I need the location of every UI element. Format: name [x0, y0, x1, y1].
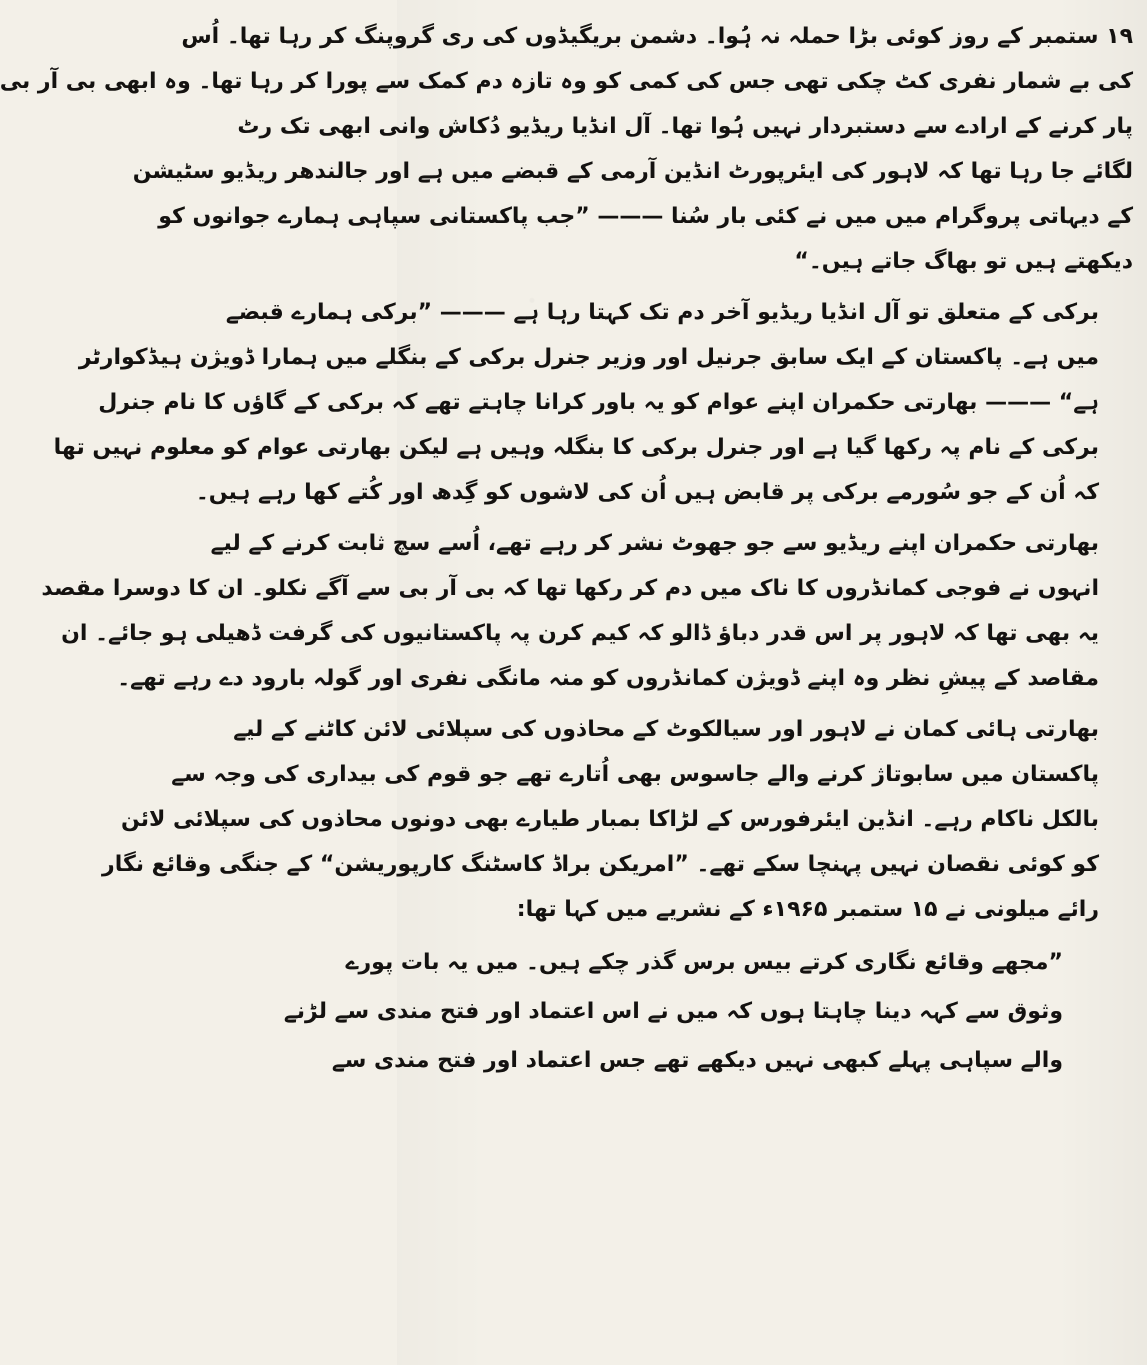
quoted-passage — [283, 938, 1133, 1085]
text-line: بھارتی ہائی کمان نے لاہور اور سیالکوٹ کے محاذوں کی سپلائی لائن کاٹنے کے لیے — [233, 717, 1099, 742]
text-line: کو کوئی نقصان نہیں پہنچا سکے تھے۔ ”امریکن براڈ کاسٹنگ کارپوریشن“ کے جنگی وقائع نگار — [102, 852, 1099, 877]
text-line: کی بے شمار نفری کٹ چکی تھی جس کی کمی کو وہ تازہ دم کمک سے پورا کر رہا تھا۔ وہ ابھی بی آر بی — [0, 69, 1133, 94]
quote-line: ”مجھے وقائع نگاری کرتے بیس برس گذر چکے ہیں۔ میں یہ بات پورے — [345, 950, 1063, 975]
text-line: ہے“ ——— بھارتی حکمران اپنے عوام کو یہ باور کرانا چاہتے تھے کہ برکی کے گاؤں کا نام جنرل — [98, 390, 1099, 415]
text-line: دیکھتے ہیں تو بھاگ جاتے ہیں۔“ — [794, 249, 1133, 274]
text-line: برکی کے متعلق تو آل انڈیا ریڈیو آخر دم تک کہتا رہا ہے ——— ”برکی ہمارے قبضے — [225, 300, 1099, 325]
text-line: کہ اُن کے جو سُورمے برکی پر قابض ہیں اُن کی لاشوں کو گِدھ اور کُتے کھا رہے ہیں۔ — [195, 480, 1099, 505]
text-line: لگائے جا رہا تھا کہ لاہور کی ایئرپورٹ انڈین آرمی کے قبضے میں ہے اور جالندھر ریڈیو سٹیشن — [132, 159, 1133, 184]
text-line: کے دیہاتی پروگرام میں میں نے کئی بار سُنا ——— ”جب پاکستانی سپاہی ہمارے جوانوں کو — [158, 204, 1133, 229]
quote-line: وثوق سے کہہ دینا چاہتا ہوں کہ میں نے اس اعتماد اور فتح مندی سے لڑنے — [283, 999, 1063, 1024]
text-line: میں ہے۔ پاکستان کے ایک سابق جرنیل اور وزیر جنرل برکی کے بنگلے میں ہمارا ڈویژن ہیڈکوارٹر — [78, 345, 1099, 370]
text-line: بالکل ناکام رہے۔ انڈین ایئرفورس کے لڑاکا بمبار طیارے بھی دونوں محاذوں کی سپلائی لائن — [120, 807, 1099, 832]
text-line: بھارتی حکمران اپنے ریڈیو سے جو جھوٹ نشر کر رہے تھے، اُسے سچ ثابت کرنے کے لیے — [210, 531, 1099, 556]
text-line: مقاصد کے پیشِ نظر وہ اپنے ڈویژن کمانڈروں کو منہ مانگی نفری اور گولہ بارود دے رہے تھے۔ — [117, 666, 1099, 691]
paragraph-3 — [41, 521, 1133, 701]
text-line: ۱۹ ستمبر کے روز کوئی بڑا حملہ نہ ہُوا۔ دشمن بریگیڈوں کی ری گروپنگ کر رہا تھا۔ اُس — [181, 24, 1133, 49]
paragraph-2 — [53, 290, 1133, 515]
paragraph-4 — [102, 707, 1133, 932]
text-line: پاکستان میں سابوتاژ کرنے والے جاسوس بھی اُتارے تھے جو قوم کی بیداری کی وجہ سے — [171, 762, 1099, 787]
text-line: انہوں نے فوجی کمانڈروں کا ناک میں دم کر رکھا تھا کہ بی آر بی سے آگے نکلو۔ ان کا دوسرا مقصد — [41, 576, 1099, 601]
paragraph-1 — [0, 14, 1133, 284]
text-line: یہ بھی تھا کہ لاہور پر اس قدر دباؤ ڈالو کہ کیم کرن پہ پاکستانیوں کی گرفت ڈھیلی ہو جائے۔ ان — [61, 621, 1099, 646]
text-line: برکی کے نام پہ رکھا گیا ہے اور جنرل برکی کا بنگلہ وہیں ہے لیکن بھارتی عوام کو معلوم نہیں تھا — [53, 435, 1099, 460]
text-line: پار کرنے کے ارادے سے دستبردار نہیں ہُوا تھا۔ آل انڈیا ریڈیو دُکاش وانی ابھی تک رٹ — [237, 114, 1133, 139]
quote-line: والے سپاہی پہلے کبھی نہیں دیکھے تھے جس اعتماد اور فتح مندی سے — [331, 1048, 1063, 1073]
text-line: رائے میلونی نے ۱۵ ستمبر ۱۹۶۵ء کے نشریے میں کہا تھا: — [516, 897, 1099, 922]
